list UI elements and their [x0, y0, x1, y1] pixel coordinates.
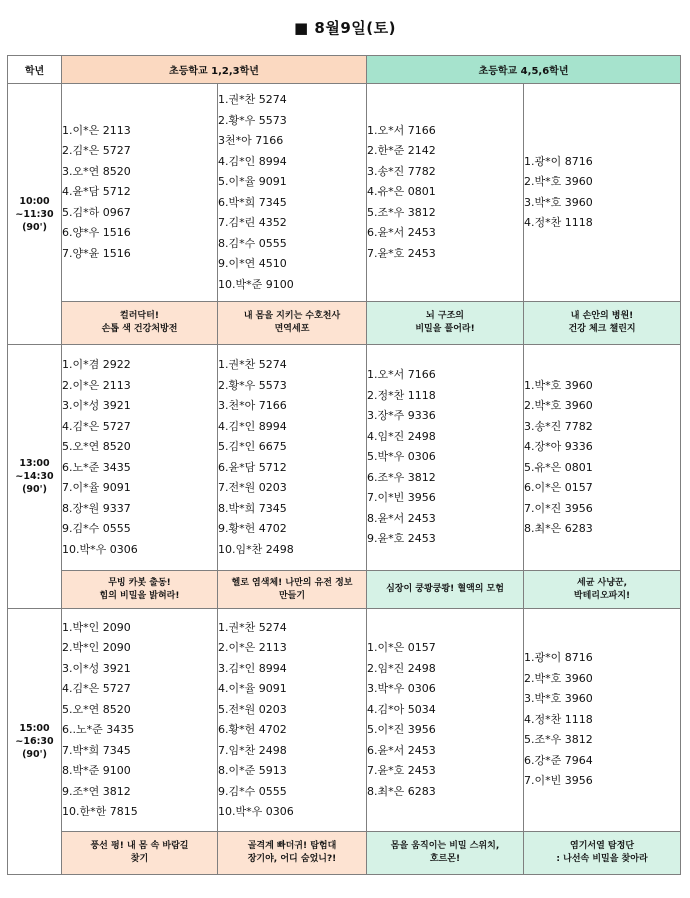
participant-list	[367, 121, 523, 265]
program-title-line: 컬러닥터!	[120, 311, 159, 321]
participant-entry: 4.유*은 0801	[367, 185, 436, 199]
participant-entry: 10.박*우 0306	[62, 542, 138, 556]
program-title-line: 염기서열 탐정단	[570, 841, 635, 851]
participant-entry: 7.윤*호 2453	[367, 246, 436, 260]
participant-entry: 6.노*준 3435	[62, 460, 131, 474]
participant-entry: 7.이*빈 3956	[524, 774, 593, 788]
program-title-line: 손톱 색 건강처방전	[101, 324, 178, 334]
participant-list-cell	[524, 84, 681, 302]
participant-entry: 1.권*찬 5274	[218, 93, 287, 106]
participant-entry: 5.이*진 3956	[367, 723, 436, 736]
program-title	[367, 571, 524, 609]
participant-entry: 1.오*서 7166	[367, 123, 436, 137]
participant-list	[62, 618, 217, 823]
participant-list	[218, 90, 366, 295]
participant-entry: 6.윤*서 2453	[367, 226, 436, 240]
program-title	[62, 571, 218, 609]
participant-entry: 3.천*아 7166	[218, 399, 287, 412]
participant-entry: 2.박*호 3960	[524, 175, 593, 188]
participant-entry: 1.박*호 3960	[524, 378, 593, 392]
session-time-line: (90')	[22, 749, 47, 760]
program-title-line: 세균 사냥꾼,	[577, 577, 628, 588]
participant-entry: 4.김*은 5727	[62, 682, 131, 695]
participant-entry: 1.이*은 2113	[62, 123, 131, 137]
program-title-line: 몸을 움직이는 비밀 스위치,	[390, 841, 500, 851]
participant-entry: 8.이*준 5913	[218, 764, 287, 777]
program-title	[218, 832, 367, 875]
program-title-line: 박테리오파지!	[573, 590, 631, 601]
program-title-line: 뇌 구조의	[426, 311, 464, 321]
participant-entry: 1.이*은 0157	[367, 641, 436, 654]
participant-entry: 4.장*아 9336	[524, 440, 593, 453]
participant-entry: 9.김*수 0555	[62, 522, 131, 535]
program-title-line: : 나선속 비밀을 찾아라	[556, 854, 648, 864]
participant-entry: 2.박*인 2090	[62, 641, 131, 654]
program-title	[524, 571, 681, 609]
participant-entry: 9.윤*호 2453	[367, 532, 436, 546]
participant-entry: 7.이*율 9091	[62, 481, 131, 494]
participant-list	[62, 121, 217, 265]
participant-entry: 5.김*인 6675	[218, 440, 287, 453]
participant-entry: 7.이*빈 3956	[367, 491, 436, 505]
participant-entry: 5.김*하 0967	[62, 205, 131, 219]
participant-list	[524, 648, 680, 792]
participant-list	[524, 152, 680, 234]
program-title-line: 헬로 염색체! 나만의 유전 정보	[231, 577, 353, 588]
group-low-header: 초등학교 1,2,3학년	[62, 56, 367, 84]
session-row	[8, 345, 681, 571]
participant-entry: 2.황*우 5573	[218, 113, 287, 127]
participant-entry: 8.박*희 7345	[218, 501, 287, 515]
participant-list-cell	[367, 609, 524, 832]
program-row	[8, 571, 681, 609]
participant-entry: 2.한*준 2142	[367, 144, 436, 158]
session-time-line: (90')	[22, 221, 47, 233]
participant-entry: 4.정*찬 1118	[524, 712, 593, 726]
participant-entry: 4.김*인 8994	[218, 419, 287, 433]
session-time	[8, 84, 62, 345]
program-title	[367, 832, 524, 875]
participant-entry: 10.한*한 7815	[62, 805, 138, 818]
participant-entry: 5.오*연 8520	[62, 440, 131, 453]
participant-list	[524, 376, 680, 540]
session-time-line: 15:00	[19, 723, 50, 734]
grade-header: 학년	[8, 56, 62, 84]
participant-entry: 2.이*은 2113	[62, 378, 131, 392]
participant-list-cell	[62, 84, 218, 302]
participant-entry: 1.이*겸 2922	[62, 358, 131, 371]
participant-entry: 3천*아 7166	[218, 134, 284, 147]
program-title-line: 면역세포	[274, 324, 310, 334]
participant-entry: 5.조*우 3812	[367, 205, 436, 219]
participant-entry: 6.윤*서 2453	[367, 743, 436, 757]
program-title-line: 찾기	[130, 854, 149, 864]
participant-entry: 3.박*호 3960	[524, 195, 593, 209]
program-title	[524, 302, 681, 345]
participant-entry: 7.김*린 4352	[218, 216, 287, 229]
participant-entry: 5.조*우 3812	[524, 733, 593, 747]
participant-entry: 6.박*희 7345	[218, 195, 287, 209]
program-title-line: 호르몬!	[429, 854, 461, 864]
participant-entry: 9.이*연 4510	[218, 257, 287, 270]
participant-list-cell	[62, 345, 218, 571]
session-row	[8, 84, 681, 302]
participant-list-cell	[218, 609, 367, 832]
program-title	[367, 302, 524, 345]
participant-entry: 5.오*연 8520	[62, 702, 131, 716]
participant-entry: 10.박*우 0306	[218, 805, 294, 818]
program-title-line: 심장이 쿵쾅쿵쾅! 혈액의 모험	[386, 584, 504, 594]
participant-entry: 3.송*진 7782	[524, 419, 593, 433]
program-title-line: 내 몸을 지키는 수호천사	[243, 311, 341, 321]
session-row	[8, 609, 681, 832]
participant-entry: 4.윤*담 5712	[62, 185, 131, 199]
session-time-line: (90')	[22, 484, 47, 495]
participant-entry: 10.임*찬 2498	[218, 542, 294, 556]
participant-entry: 1.권*찬 5274	[218, 358, 287, 371]
program-title-line: 건강 체크 챌린지	[568, 324, 636, 334]
participant-entry: 7.박*희 7345	[62, 743, 131, 757]
participant-entry: 5.이*율 9091	[218, 175, 287, 188]
program-title	[524, 832, 681, 875]
participant-entry: 3.이*성 3921	[62, 661, 131, 675]
participant-entry: 9.황*헌 4702	[218, 522, 287, 535]
program-title	[62, 302, 218, 345]
participant-entry: 8.최*은 6283	[524, 522, 593, 535]
participant-entry: 4.임*진 2498	[367, 429, 436, 443]
participant-list-cell	[62, 609, 218, 832]
participant-list-cell	[218, 84, 367, 302]
participant-entry: 9.조*연 3812	[62, 784, 131, 798]
participant-entry: 4.김*아 5034	[367, 702, 436, 716]
program-title-line: 풍선 펑! 내 몸 속 바람길	[90, 841, 189, 851]
session-time-line: ~14:30	[15, 471, 54, 482]
participant-list-cell	[218, 345, 367, 571]
header-row	[8, 56, 681, 84]
participant-entry: 9.김*수 0555	[218, 784, 287, 798]
participant-entry: 3.장*주 9336	[367, 409, 436, 423]
participant-entry: 2.박*호 3960	[524, 399, 593, 412]
participant-entry: 4.이*율 9091	[218, 682, 287, 695]
participant-list-cell	[524, 609, 681, 832]
program-title-line: 장기야, 어디 숨었니?!	[247, 854, 337, 864]
participant-list	[218, 618, 366, 823]
participant-entry: 2.김*은 5727	[62, 144, 131, 158]
participant-entry: 7.윤*호 2453	[367, 764, 436, 777]
participant-entry: 6.이*은 0157	[524, 481, 593, 494]
session-time-line: ~11:30	[15, 208, 54, 220]
participant-entry: 5.유*은 0801	[524, 460, 593, 474]
participant-entry: 4.김*인 8994	[218, 154, 287, 168]
participant-entry: 1.권*찬 5274	[218, 620, 287, 634]
participant-entry: 3.박*호 3960	[524, 692, 593, 706]
participant-entry: 2.황*우 5573	[218, 378, 287, 392]
participant-entry: 6.윤*담 5712	[218, 460, 287, 474]
participant-entry: 6.강*준 7964	[524, 753, 593, 767]
session-time	[8, 609, 62, 875]
program-title	[218, 302, 367, 345]
participant-entry: 3.박*우 0306	[367, 682, 436, 695]
participant-entry: 8.윤*서 2453	[367, 511, 436, 525]
session-time	[8, 345, 62, 609]
program-title-line: 비밀을 풀어라!	[415, 324, 475, 334]
participant-list-cell	[367, 84, 524, 302]
program-title-line: 골격계 빠더귀! 탐험대	[247, 841, 337, 851]
participant-entry: 2.정*찬 1118	[367, 388, 436, 402]
participant-entry: 6..노*준 3435	[62, 723, 135, 736]
program-title	[218, 571, 367, 609]
schedule-table	[7, 55, 681, 875]
session-time-line: ~16:30	[15, 736, 54, 747]
program-title-line: 힘의 비밀을 밝혀라!	[99, 590, 180, 601]
participant-entry: 5.전*원 0203	[218, 702, 287, 716]
participant-entry: 8.박*준 9100	[62, 764, 131, 777]
program-title-line: 무빙 카봇 출동!	[108, 577, 171, 588]
participant-entry: 6.양*우 1516	[62, 226, 131, 240]
participant-entry: 3.오*연 8520	[62, 164, 131, 178]
program-row	[8, 832, 681, 875]
participant-entry: 10.박*준 9100	[218, 277, 294, 291]
participant-entry: 1.광*이 8716	[524, 154, 593, 168]
participant-list	[367, 365, 523, 550]
participant-entry: 5.박*우 0306	[367, 450, 436, 464]
participant-entry: 3.김*인 8994	[218, 661, 287, 675]
participant-entry: 8.장*원 9337	[62, 501, 131, 515]
participant-entry: 1.오*서 7166	[367, 368, 436, 382]
session-time-line: 13:00	[19, 458, 50, 469]
session-time-line: 10:00	[19, 195, 50, 207]
participant-list	[62, 355, 217, 560]
participant-entry: 7.임*찬 2498	[218, 743, 287, 757]
participant-entry: 4.김*은 5727	[62, 419, 131, 433]
program-title-line: 내 손안의 병원!	[570, 311, 634, 321]
participant-entry: 1.박*인 2090	[62, 620, 131, 634]
participant-entry: 3.이*성 3921	[62, 399, 131, 412]
participant-list-cell	[367, 345, 524, 571]
participant-entry: 7.이*진 3956	[524, 501, 593, 515]
participant-entry: 2.임*진 2498	[367, 661, 436, 675]
group-high-header: 초등학교 4,5,6학년	[367, 56, 681, 84]
program-row	[8, 302, 681, 345]
participant-entry: 1.광*이 8716	[524, 651, 593, 665]
participant-entry: 3.송*진 7782	[367, 164, 436, 178]
page-title: ■ 8월9일(토)	[294, 19, 396, 37]
participant-list-cell	[524, 345, 681, 571]
participant-list	[218, 355, 366, 560]
program-title-line: 만들기	[278, 590, 306, 601]
participant-entry: 4.정*찬 1118	[524, 216, 593, 229]
participant-list	[367, 638, 523, 802]
participant-entry: 7.전*원 0203	[218, 481, 287, 494]
participant-entry: 8.최*은 6283	[367, 784, 436, 798]
program-title	[62, 832, 218, 875]
participant-entry: 2.박*호 3960	[524, 671, 593, 685]
participant-entry: 7.양*윤 1516	[62, 246, 131, 260]
participant-entry: 6.황*헌 4702	[218, 723, 287, 736]
participant-entry: 6.조*우 3812	[367, 470, 436, 484]
participant-entry: 8.김*수 0555	[218, 236, 287, 250]
participant-entry: 2.이*은 2113	[218, 641, 287, 654]
